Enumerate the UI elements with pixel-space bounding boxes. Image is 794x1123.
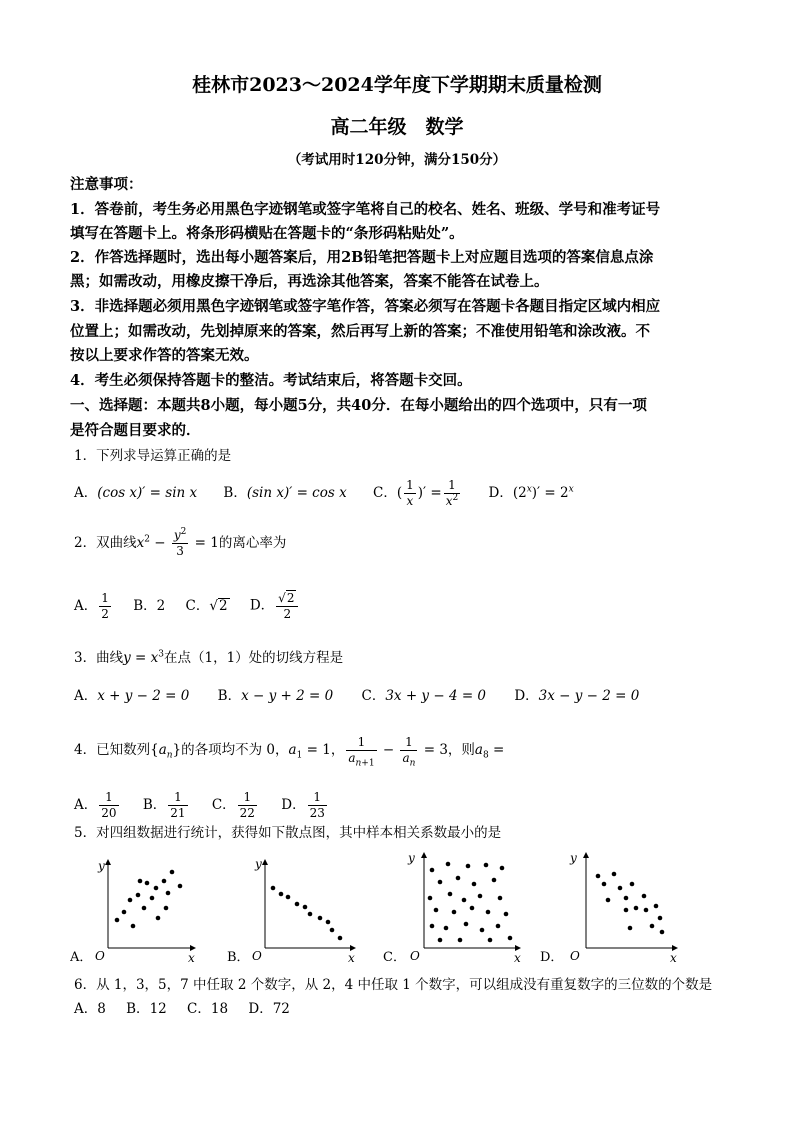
notice-heading: 注意事项： <box>70 176 143 193</box>
q2-option-a: A． $\frac{1}{2}$ <box>74 590 109 621</box>
q6-option-b: B．12 <box>126 1001 167 1017</box>
notice-item-1-line-1: 1．答卷前，考生务必用黑色字迹钢笔或签字笔将自己的校名、姓名、班级、学号和准考证号 <box>70 201 661 218</box>
svg-text:x: x <box>348 951 355 965</box>
scatter-plot-b <box>227 857 355 965</box>
svg-text:y: y <box>570 851 577 865</box>
svg-text:O: O <box>570 949 580 963</box>
q4-option-c: C． $\frac{1}{22}$ <box>211 790 255 820</box>
exam-subtitle: 高二年级 数学 <box>330 116 464 138</box>
svg-text:B．: B． <box>227 950 250 965</box>
question-6-stem: 6．从 1，3，5，7 中任取 2 个数字，从 2，4 中任取 1 个数字，可以组成没有重复数字的三位数的个数是 <box>74 977 713 993</box>
exam-info: （考试用时120分钟，满分150分） <box>287 152 507 168</box>
question-6-options <box>74 999 290 1019</box>
notice-item-1-line-2: 填写在答题卡上。将条形码横贴在答题卡的“条形码粘贴处”。 <box>70 225 464 242</box>
q6-option-a: A．8 <box>74 1001 106 1017</box>
question-4-options <box>74 790 329 821</box>
question-2-options <box>74 590 300 622</box>
svg-text:O: O <box>95 949 105 963</box>
q4-option-b: B． $\frac{1}{21}$ <box>142 790 186 820</box>
q1-option-a: A．(cos x)′ = sin x <box>74 485 198 501</box>
question-1-options <box>74 478 574 509</box>
svg-text:x: x <box>670 951 677 965</box>
q3-option-b: B．x − y + 2 = 0 <box>217 688 334 704</box>
scatter-d-points <box>596 872 665 935</box>
q1-option-d: D．$(2^x)' = 2^x$ <box>488 484 574 501</box>
svg-text:y: y <box>408 851 415 865</box>
svg-text:x: x <box>514 951 521 965</box>
notice-item-3-line-1: 3．非选择题必须用黑色字迹钢笔或签字笔作答，答案必须写在答题卡各题目指定区域内相应 <box>70 298 661 315</box>
question-2-stem: 2．双曲线$x^2$ − $\frac{y^2}{3}$ = 1的离心率为 <box>74 527 287 558</box>
svg-text:y: y <box>255 857 262 871</box>
q2-option-c: C．√2 <box>185 597 228 614</box>
scatter-c-points <box>428 862 513 943</box>
q3-option-a: A．x + y − 2 = 0 <box>74 688 190 704</box>
notice-item-3-line-3: 按以上要求作答的答案无效。 <box>70 347 259 364</box>
q1-option-b: B．(sin x)′ = cos x <box>223 485 347 501</box>
notice-item-4: 4．考生必须保持答题卡的整洁。考试结束后，将答题卡交回。 <box>70 372 472 389</box>
svg-text:D．: D． <box>540 950 564 965</box>
scatter-b-points <box>271 886 343 941</box>
scatter-a-points <box>115 870 183 929</box>
svg-text:O: O <box>252 949 262 963</box>
q3-option-c: C．3x + y − 4 = 0 <box>361 688 487 704</box>
q4-option-d: D． $\frac{1}{23}$ <box>281 790 325 820</box>
q3-option-d: D．3x − y − 2 = 0 <box>514 688 640 704</box>
question-5-stem: 5．对四组数据进行统计，获得如下散点图，其中样本相关系数最小的是 <box>74 825 502 841</box>
q2-option-b: B．2 <box>133 597 166 614</box>
q1-option-c: C．( $\frac{1}{x}$ )′ = $\frac{1}{x^2}$ <box>372 478 459 508</box>
exam-title: 桂林市2023～2024学年度下学期期末质量检测 <box>192 74 602 96</box>
question-4-stem: 4．已知数列$\{a_n\}$的各项均不为 0，$a_1 = 1$， $\frac{1}{a_{n+1}}$ − $\frac{1}{a_n}$ = 3，则$a_8$ = <box>74 735 505 769</box>
question-3-options <box>74 686 639 706</box>
section-1-line-1: 一、选择题：本题共8小题，每小题5分，共40分．在每小题给出的四个选项中，只有一项 <box>70 397 647 414</box>
svg-text:y: y <box>98 859 105 873</box>
svg-text:C．: C． <box>383 950 406 965</box>
q4-option-a: A． $\frac{1}{20}$ <box>74 790 117 820</box>
scatter-plot-c <box>383 851 521 965</box>
scatter-plot-d <box>540 851 677 965</box>
question-1-stem: 1．下列求导运算正确的是 <box>74 448 232 464</box>
question-3-stem: 3．曲线$y = x^3$在点（1，1）处的切线方程是 <box>74 649 344 666</box>
notice-item-2-line-1: 2．作答选择题时，选出每小题答案后，用2B铅笔把答题卡上对应题目选项的答案信息点涂 <box>70 249 654 266</box>
svg-text:O: O <box>410 949 420 963</box>
scatter-plots <box>70 848 730 970</box>
scatter-plot-a <box>70 859 195 965</box>
svg-text:x: x <box>188 951 195 965</box>
q2-option-d: D． $\frac{√2}{2}$ <box>250 590 301 622</box>
svg-text:A．: A． <box>70 950 93 965</box>
section-1-line-2: 是符合题目要求的． <box>70 422 201 439</box>
q6-option-c: C．18 <box>187 1001 229 1017</box>
q6-option-d: D．72 <box>248 1001 290 1017</box>
notice-item-2-line-2: 黑；如需改动，用橡皮擦干净后，再选涂其他答案，答案不能答在试卷上。 <box>70 273 549 290</box>
notice-item-3-line-2: 位置上；如需改动，先划掉原来的答案，然后再写上新的答案；不准使用铅笔和涂改液。不 <box>70 323 650 340</box>
